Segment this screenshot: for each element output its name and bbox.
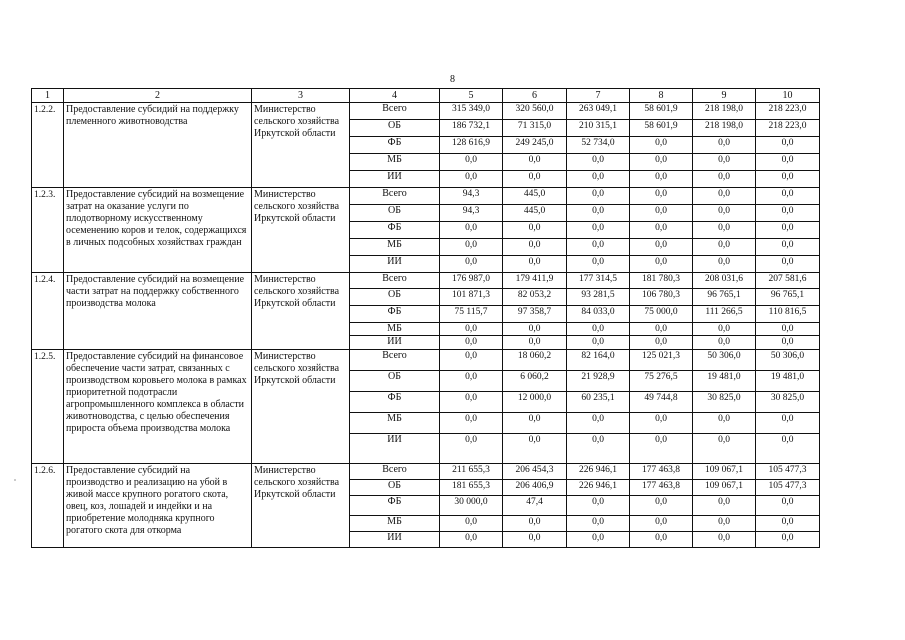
row-executor: Министерство сельского хозяйства Иркутской области [252,273,350,350]
table-row [32,464,820,480]
value-cell: 49 744,8 [630,392,693,413]
value-cell: 210 315,1 [567,120,630,137]
value-cell: 0,0 [693,137,756,154]
value-cell: 0,0 [693,516,756,532]
value-cell: 0,0 [567,336,630,350]
value-cell: 0,0 [567,413,630,434]
value-cell: 445,0 [503,188,567,205]
header-cell: 7 [567,89,630,103]
value-cell: 177 463,8 [630,464,693,480]
row-description: Предоставление субсидий на финансовое обеспечение части затрат, связанных с производством коровьего молока в рамках приоритетной подотрасли агропромышленного комплекса в области животноводства, с целью обеспечения прироста объема производства молока [64,350,252,464]
table-row [32,350,820,371]
table-row [32,273,820,289]
value-cell: 0,0 [440,392,503,413]
value-cell: 0,0 [630,496,693,516]
value-cell: 0,0 [756,137,820,154]
funding-source: ФБ [350,306,440,323]
row-executor: Министерство сельского хозяйства Иркутской области [252,464,350,548]
value-cell: 0,0 [630,239,693,256]
value-cell: 52 734,0 [567,137,630,154]
value-cell: 0,0 [630,137,693,154]
value-cell: 0,0 [693,532,756,548]
value-cell: 97 358,7 [503,306,567,323]
value-cell: 75 000,0 [630,306,693,323]
value-cell: 186 732,1 [440,120,503,137]
value-cell: 0,0 [756,239,820,256]
value-cell: 60 235,1 [567,392,630,413]
funding-source: Всего [350,350,440,371]
header-cell: 4 [350,89,440,103]
value-cell: 0,0 [440,171,503,188]
funding-source: МБ [350,323,440,336]
table-row [32,188,820,205]
funding-source: ФБ [350,137,440,154]
value-cell: 177 314,5 [567,273,630,289]
value-cell: 218 223,0 [756,120,820,137]
value-cell: 181 780,3 [630,273,693,289]
value-cell: 0,0 [440,336,503,350]
row-code: 1.2.4. [32,273,64,350]
funding-source: ОБ [350,289,440,306]
value-cell: 19 481,0 [756,371,820,392]
value-cell: 315 349,0 [440,103,503,120]
value-cell: 0,0 [567,171,630,188]
value-cell: 96 765,1 [693,289,756,306]
funding-source: Всего [350,188,440,205]
header-cell: 1 [32,89,64,103]
row-description: Предоставление субсидий на поддержку племенного животноводства [64,103,252,188]
value-cell: 0,0 [693,496,756,516]
value-cell: 211 655,3 [440,464,503,480]
value-cell: 0,0 [756,496,820,516]
value-cell: 30 825,0 [693,392,756,413]
funding-source: ФБ [350,222,440,239]
funding-source: ОБ [350,480,440,496]
value-cell: 6 060,2 [503,371,567,392]
value-cell: 109 067,1 [693,464,756,480]
value-cell: 93 281,5 [567,289,630,306]
value-cell: 0,0 [440,154,503,171]
value-cell: 0,0 [630,222,693,239]
value-cell: 0,0 [756,336,820,350]
row-code: 1.2.3. [32,188,64,273]
value-cell: 58 601,9 [630,120,693,137]
value-cell: 0,0 [630,256,693,273]
value-cell: 106 780,3 [630,289,693,306]
scan-speck [14,479,16,481]
value-cell: 75 115,7 [440,306,503,323]
funding-source: ОБ [350,120,440,137]
value-cell: 0,0 [630,413,693,434]
value-cell: 84 033,0 [567,306,630,323]
value-cell: 0,0 [567,496,630,516]
value-cell: 176 987,0 [440,273,503,289]
program-table [31,88,820,548]
program-table-wrapper [31,88,820,548]
value-cell: 0,0 [630,205,693,222]
value-cell: 206 406,9 [503,480,567,496]
value-cell: 249 245,0 [503,137,567,154]
value-cell: 71 315,0 [503,120,567,137]
value-cell: 0,0 [693,336,756,350]
value-cell: 125 021,3 [630,350,693,371]
funding-source: МБ [350,154,440,171]
header-row [32,89,820,103]
value-cell: 110 816,5 [756,306,820,323]
value-cell: 0,0 [440,256,503,273]
funding-source: ИИ [350,434,440,464]
value-cell: 0,0 [693,205,756,222]
value-cell: 0,0 [567,188,630,205]
value-cell: 0,0 [693,256,756,273]
value-cell: 0,0 [630,336,693,350]
header-cell: 8 [630,89,693,103]
value-cell: 0,0 [756,532,820,548]
value-cell: 0,0 [630,188,693,205]
value-cell: 109 067,1 [693,480,756,496]
value-cell: 0,0 [693,154,756,171]
page-number: 8 [450,74,455,85]
funding-source: ОБ [350,371,440,392]
value-cell: 177 463,8 [630,480,693,496]
row-code: 1.2.5. [32,350,64,464]
value-cell: 0,0 [756,222,820,239]
value-cell: 30 825,0 [756,392,820,413]
header-cell: 2 [64,89,252,103]
value-cell: 94,3 [440,188,503,205]
value-cell: 0,0 [756,205,820,222]
value-cell: 82 053,2 [503,289,567,306]
value-cell: 19 481,0 [693,371,756,392]
value-cell: 75 276,5 [630,371,693,392]
value-cell: 0,0 [567,239,630,256]
value-cell: 0,0 [567,323,630,336]
value-cell: 263 049,1 [567,103,630,120]
value-cell: 18 060,2 [503,350,567,371]
value-cell: 208 031,6 [693,273,756,289]
value-cell: 94,3 [440,205,503,222]
funding-source: Всего [350,103,440,120]
value-cell: 0,0 [693,413,756,434]
value-cell: 58 601,9 [630,103,693,120]
value-cell: 50 306,0 [756,350,820,371]
value-cell: 105 477,3 [756,464,820,480]
funding-source: ИИ [350,532,440,548]
value-cell: 0,0 [440,350,503,371]
header-cell: 6 [503,89,567,103]
value-cell: 0,0 [756,516,820,532]
value-cell: 0,0 [567,256,630,273]
value-cell: 0,0 [440,222,503,239]
value-cell: 0,0 [567,154,630,171]
row-description: Предоставление субсидий на возмещение затрат на оказание услуги по плодотворному искусственному осеменению коров и телок, содержащихся в личных подсобных хозяйствах граждан [64,188,252,273]
value-cell: 0,0 [630,171,693,188]
value-cell: 82 164,0 [567,350,630,371]
value-cell: 0,0 [630,154,693,171]
row-executor: Министерство сельского хозяйства Иркутской области [252,188,350,273]
value-cell: 0,0 [756,323,820,336]
table-body [32,103,820,548]
value-cell: 0,0 [756,434,820,464]
value-cell: 0,0 [440,371,503,392]
value-cell: 0,0 [440,532,503,548]
value-cell: 0,0 [503,256,567,273]
value-cell: 0,0 [503,171,567,188]
value-cell: 0,0 [756,171,820,188]
value-cell: 0,0 [693,239,756,256]
value-cell: 0,0 [503,239,567,256]
funding-source: Всего [350,273,440,289]
header-cell: 3 [252,89,350,103]
value-cell: 0,0 [567,205,630,222]
value-cell: 0,0 [567,222,630,239]
value-cell: 218 223,0 [756,103,820,120]
value-cell: 0,0 [503,336,567,350]
value-cell: 128 616,9 [440,137,503,154]
value-cell: 0,0 [503,532,567,548]
funding-source: Всего [350,464,440,480]
value-cell: 30 000,0 [440,496,503,516]
value-cell: 0,0 [567,532,630,548]
header-cell: 9 [693,89,756,103]
header-cell: 10 [756,89,820,103]
funding-source: МБ [350,516,440,532]
value-cell: 50 306,0 [693,350,756,371]
value-cell: 0,0 [440,413,503,434]
value-cell: 12 000,0 [503,392,567,413]
value-cell: 101 871,3 [440,289,503,306]
funding-source: ИИ [350,336,440,350]
value-cell: 0,0 [503,154,567,171]
value-cell: 111 266,5 [693,306,756,323]
value-cell: 47,4 [503,496,567,516]
value-cell: 0,0 [440,516,503,532]
value-cell: 0,0 [567,516,630,532]
funding-source: МБ [350,239,440,256]
value-cell: 0,0 [693,323,756,336]
value-cell: 179 411,9 [503,273,567,289]
funding-source: МБ [350,413,440,434]
funding-source: ОБ [350,205,440,222]
row-code: 1.2.2. [32,103,64,188]
value-cell: 0,0 [630,532,693,548]
header-cell: 5 [440,89,503,103]
value-cell: 320 560,0 [503,103,567,120]
value-cell: 0,0 [693,434,756,464]
funding-source: ФБ [350,496,440,516]
row-executor: Министерство сельского хозяйства Иркутской области [252,350,350,464]
value-cell: 0,0 [756,188,820,205]
value-cell: 218 198,0 [693,120,756,137]
value-cell: 0,0 [756,256,820,273]
value-cell: 96 765,1 [756,289,820,306]
value-cell: 0,0 [693,188,756,205]
row-description: Предоставление субсидий на возмещение части затрат на поддержку собственного производства молока [64,273,252,350]
value-cell: 181 655,3 [440,480,503,496]
value-cell: 0,0 [440,239,503,256]
row-description: Предоставление субсидий на производство и реализацию на убой в живой массе крупного рогатого скота, овец, коз, лошадей и индейки и на приобретение молодняка крупного рогатого скота для откорма [64,464,252,548]
value-cell: 0,0 [503,413,567,434]
value-cell: 0,0 [630,516,693,532]
value-cell: 0,0 [503,434,567,464]
funding-source: ИИ [350,256,440,273]
row-code: 1.2.6. [32,464,64,548]
value-cell: 21 928,9 [567,371,630,392]
value-cell: 0,0 [503,222,567,239]
funding-source: ИИ [350,171,440,188]
value-cell: 0,0 [503,323,567,336]
value-cell: 0,0 [440,434,503,464]
value-cell: 206 454,3 [503,464,567,480]
value-cell: 0,0 [567,434,630,464]
funding-source: ФБ [350,392,440,413]
value-cell: 0,0 [693,171,756,188]
value-cell: 445,0 [503,205,567,222]
value-cell: 226 946,1 [567,464,630,480]
value-cell: 0,0 [756,154,820,171]
value-cell: 218 198,0 [693,103,756,120]
value-cell: 0,0 [440,323,503,336]
value-cell: 0,0 [693,222,756,239]
value-cell: 105 477,3 [756,480,820,496]
value-cell: 0,0 [630,434,693,464]
value-cell: 0,0 [630,323,693,336]
value-cell: 226 946,1 [567,480,630,496]
value-cell: 0,0 [503,516,567,532]
table-row [32,103,820,120]
value-cell: 207 581,6 [756,273,820,289]
value-cell: 0,0 [756,413,820,434]
row-executor: Министерство сельского хозяйства Иркутской области [252,103,350,188]
